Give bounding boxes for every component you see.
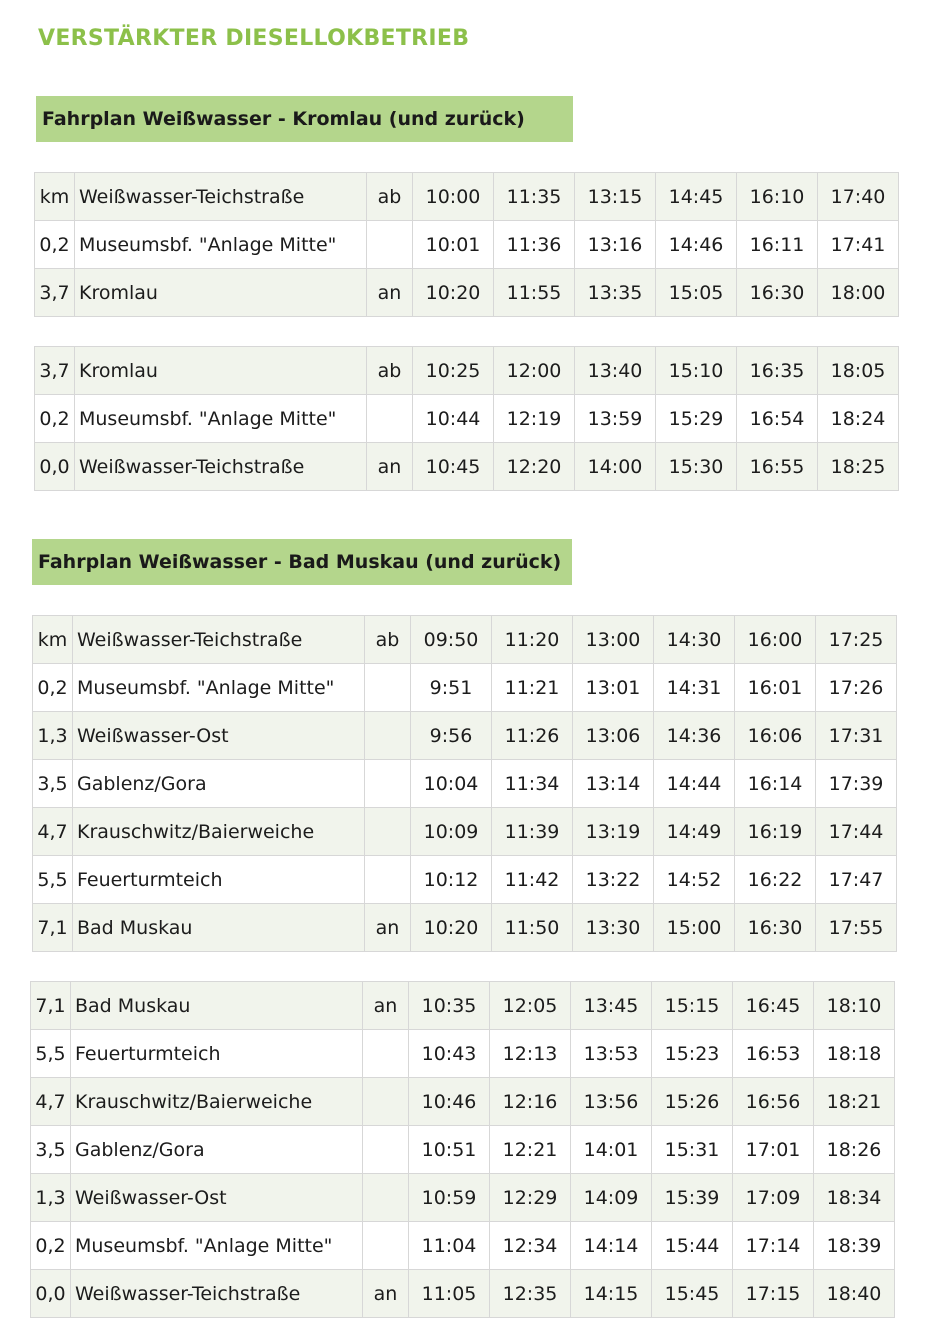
table-row	[33, 856, 897, 904]
table-row	[33, 760, 897, 808]
time-cell: 14:01	[571, 1126, 652, 1174]
km-cell: 0,2	[35, 221, 75, 269]
timetable-bad-muskau-return	[30, 981, 895, 1318]
time-cell: 13:22	[573, 856, 654, 904]
time-cell: 18:24	[818, 395, 899, 443]
time-cell: 18:25	[818, 443, 899, 491]
arrival-departure-cell: ab	[365, 616, 411, 664]
time-cell: 12:13	[490, 1030, 571, 1078]
km-cell: 3,7	[35, 269, 75, 317]
station-cell: Museumsbf. "Anlage Mitte"	[73, 664, 365, 712]
time-cell: 12:20	[494, 443, 575, 491]
km-cell: 0,2	[33, 664, 73, 712]
time-cell: 17:14	[733, 1222, 814, 1270]
time-cell: 17:39	[816, 760, 897, 808]
station-cell: Weißwasser-Ost	[73, 712, 365, 760]
time-cell: 16:56	[733, 1078, 814, 1126]
time-cell: 18:00	[818, 269, 899, 317]
time-cell: 16:01	[735, 664, 816, 712]
time-cell: 14:14	[571, 1222, 652, 1270]
table-row	[33, 904, 897, 952]
time-cell: 17:25	[816, 616, 897, 664]
station-cell: Weißwasser-Teichstraße	[71, 1270, 363, 1318]
time-cell: 14:44	[654, 760, 735, 808]
time-cell: 10:46	[409, 1078, 490, 1126]
km-cell: km	[33, 616, 73, 664]
table-row	[33, 664, 897, 712]
station-cell: Weißwasser-Teichstraße	[75, 443, 367, 491]
table-row	[31, 1174, 895, 1222]
table-row	[35, 347, 899, 395]
time-cell: 18:26	[814, 1126, 895, 1174]
time-cell: 16:35	[737, 347, 818, 395]
time-cell: 11:55	[494, 269, 575, 317]
time-cell: 9:56	[411, 712, 492, 760]
time-cell: 14:00	[575, 443, 656, 491]
table-row	[35, 443, 899, 491]
time-cell: 10:09	[411, 808, 492, 856]
table-row	[31, 1222, 895, 1270]
time-cell: 12:21	[490, 1126, 571, 1174]
time-cell: 16:30	[735, 904, 816, 952]
km-cell: 3,5	[33, 760, 73, 808]
time-cell: 17:41	[818, 221, 899, 269]
time-cell: 13:19	[573, 808, 654, 856]
table-row	[31, 1126, 895, 1174]
station-cell: Weißwasser-Teichstraße	[75, 173, 367, 221]
station-cell: Feuerturmteich	[71, 1030, 363, 1078]
time-cell: 11:04	[409, 1222, 490, 1270]
time-cell: 17:01	[733, 1126, 814, 1174]
time-cell: 11:39	[492, 808, 573, 856]
time-cell: 14:46	[656, 221, 737, 269]
time-cell: 16:53	[733, 1030, 814, 1078]
time-cell: 11:35	[494, 173, 575, 221]
station-cell: Bad Muskau	[71, 982, 363, 1030]
table-row	[33, 712, 897, 760]
arrival-departure-cell: ab	[367, 347, 413, 395]
time-cell: 16:11	[737, 221, 818, 269]
time-cell: 16:14	[735, 760, 816, 808]
km-cell: km	[35, 173, 75, 221]
time-cell: 16:54	[737, 395, 818, 443]
km-cell: 5,5	[31, 1030, 71, 1078]
time-cell: 15:30	[656, 443, 737, 491]
time-cell: 13:53	[571, 1030, 652, 1078]
station-cell: Feuerturmteich	[73, 856, 365, 904]
time-cell: 10:25	[413, 347, 494, 395]
arrival-departure-cell	[365, 856, 411, 904]
time-cell: 13:40	[575, 347, 656, 395]
time-cell: 15:45	[652, 1270, 733, 1318]
time-cell: 16:30	[737, 269, 818, 317]
time-cell: 18:10	[814, 982, 895, 1030]
page-title: VERSTÄRKTER DIESELLOKBETRIEB	[38, 26, 470, 51]
time-cell: 14:36	[654, 712, 735, 760]
time-cell: 13:00	[573, 616, 654, 664]
time-cell: 12:29	[490, 1174, 571, 1222]
arrival-departure-cell	[365, 664, 411, 712]
station-cell: Krauschwitz/Baierweiche	[73, 808, 365, 856]
arrival-departure-cell	[363, 1222, 409, 1270]
time-cell: 14:15	[571, 1270, 652, 1318]
station-cell: Krauschwitz/Baierweiche	[71, 1078, 363, 1126]
time-cell: 11:36	[494, 221, 575, 269]
time-cell: 11:50	[492, 904, 573, 952]
arrival-departure-cell: an	[363, 1270, 409, 1318]
km-cell: 3,5	[31, 1126, 71, 1174]
arrival-departure-cell	[363, 1030, 409, 1078]
table-row	[31, 1270, 895, 1318]
time-cell: 14:45	[656, 173, 737, 221]
arrival-departure-cell	[367, 221, 413, 269]
time-cell: 10:12	[411, 856, 492, 904]
time-cell: 11:42	[492, 856, 573, 904]
arrival-departure-cell	[365, 808, 411, 856]
time-cell: 10:43	[409, 1030, 490, 1078]
time-cell: 16:00	[735, 616, 816, 664]
table-row	[31, 982, 895, 1030]
km-cell: 7,1	[31, 982, 71, 1030]
time-cell: 13:15	[575, 173, 656, 221]
time-cell: 16:06	[735, 712, 816, 760]
time-cell: 11:26	[492, 712, 573, 760]
time-cell: 17:09	[733, 1174, 814, 1222]
time-cell: 18:40	[814, 1270, 895, 1318]
time-cell: 18:39	[814, 1222, 895, 1270]
time-cell: 13:56	[571, 1078, 652, 1126]
table-row	[31, 1030, 895, 1078]
arrival-departure-cell: an	[367, 443, 413, 491]
time-cell: 13:45	[571, 982, 652, 1030]
time-cell: 10:04	[411, 760, 492, 808]
km-cell: 0,2	[31, 1222, 71, 1270]
time-cell: 12:35	[490, 1270, 571, 1318]
station-cell: Gablenz/Gora	[71, 1126, 363, 1174]
arrival-departure-cell	[363, 1078, 409, 1126]
time-cell: 17:15	[733, 1270, 814, 1318]
table-row	[35, 173, 899, 221]
time-cell: 17:31	[816, 712, 897, 760]
time-cell: 14:52	[654, 856, 735, 904]
time-cell: 16:19	[735, 808, 816, 856]
time-cell: 10:59	[409, 1174, 490, 1222]
time-cell: 16:55	[737, 443, 818, 491]
time-cell: 13:06	[573, 712, 654, 760]
km-cell: 1,3	[33, 712, 73, 760]
time-cell: 11:05	[409, 1270, 490, 1318]
arrival-departure-cell	[363, 1174, 409, 1222]
km-cell: 7,1	[33, 904, 73, 952]
table-row	[31, 1078, 895, 1126]
arrival-departure-cell: an	[365, 904, 411, 952]
km-cell: 4,7	[31, 1078, 71, 1126]
arrival-departure-cell	[365, 760, 411, 808]
time-cell: 11:21	[492, 664, 573, 712]
time-cell: 10:01	[413, 221, 494, 269]
time-cell: 15:23	[652, 1030, 733, 1078]
time-cell: 18:34	[814, 1174, 895, 1222]
time-cell: 15:26	[652, 1078, 733, 1126]
arrival-departure-cell: ab	[367, 173, 413, 221]
time-cell: 18:21	[814, 1078, 895, 1126]
time-cell: 15:29	[656, 395, 737, 443]
arrival-departure-cell: an	[363, 982, 409, 1030]
station-cell: Museumsbf. "Anlage Mitte"	[75, 221, 367, 269]
km-cell: 0,0	[35, 443, 75, 491]
table-row	[35, 269, 899, 317]
time-cell: 15:00	[654, 904, 735, 952]
time-cell: 17:40	[818, 173, 899, 221]
timetable-kromlau-outbound	[34, 172, 899, 317]
time-cell: 13:14	[573, 760, 654, 808]
km-cell: 1,3	[31, 1174, 71, 1222]
time-cell: 10:20	[413, 269, 494, 317]
time-cell: 13:01	[573, 664, 654, 712]
time-cell: 12:19	[494, 395, 575, 443]
time-cell: 16:45	[733, 982, 814, 1030]
time-cell: 18:05	[818, 347, 899, 395]
time-cell: 16:10	[737, 173, 818, 221]
time-cell: 10:45	[413, 443, 494, 491]
table-row	[33, 616, 897, 664]
section-header-bad-muskau: Fahrplan Weißwasser - Bad Muskau (und zurück)	[32, 539, 572, 585]
time-cell: 10:20	[411, 904, 492, 952]
time-cell: 15:39	[652, 1174, 733, 1222]
arrival-departure-cell	[367, 395, 413, 443]
time-cell: 15:15	[652, 982, 733, 1030]
station-cell: Gablenz/Gora	[73, 760, 365, 808]
time-cell: 17:55	[816, 904, 897, 952]
station-cell: Museumsbf. "Anlage Mitte"	[71, 1222, 363, 1270]
time-cell: 17:47	[816, 856, 897, 904]
arrival-departure-cell: an	[367, 269, 413, 317]
time-cell: 14:09	[571, 1174, 652, 1222]
station-cell: Weißwasser-Ost	[71, 1174, 363, 1222]
time-cell: 10:51	[409, 1126, 490, 1174]
time-cell: 13:35	[575, 269, 656, 317]
time-cell: 9:51	[411, 664, 492, 712]
station-cell: Bad Muskau	[73, 904, 365, 952]
table-row	[35, 221, 899, 269]
time-cell: 17:26	[816, 664, 897, 712]
table-row	[35, 395, 899, 443]
arrival-departure-cell	[365, 712, 411, 760]
time-cell: 10:00	[413, 173, 494, 221]
time-cell: 11:34	[492, 760, 573, 808]
time-cell: 13:30	[573, 904, 654, 952]
timetable-kromlau-return	[34, 346, 899, 491]
time-cell: 14:30	[654, 616, 735, 664]
time-cell: 15:10	[656, 347, 737, 395]
station-cell: Museumsbf. "Anlage Mitte"	[75, 395, 367, 443]
km-cell: 4,7	[33, 808, 73, 856]
time-cell: 17:44	[816, 808, 897, 856]
time-cell: 18:18	[814, 1030, 895, 1078]
time-cell: 12:16	[490, 1078, 571, 1126]
time-cell: 09:50	[411, 616, 492, 664]
station-cell: Weißwasser-Teichstraße	[73, 616, 365, 664]
time-cell: 12:34	[490, 1222, 571, 1270]
km-cell: 5,5	[33, 856, 73, 904]
time-cell: 12:05	[490, 982, 571, 1030]
table-row	[33, 808, 897, 856]
time-cell: 15:05	[656, 269, 737, 317]
station-cell: Kromlau	[75, 269, 367, 317]
km-cell: 3,7	[35, 347, 75, 395]
time-cell: 15:31	[652, 1126, 733, 1174]
km-cell: 0,0	[31, 1270, 71, 1318]
time-cell: 11:20	[492, 616, 573, 664]
station-cell: Kromlau	[75, 347, 367, 395]
time-cell: 14:49	[654, 808, 735, 856]
time-cell: 13:59	[575, 395, 656, 443]
time-cell: 13:16	[575, 221, 656, 269]
section-header-kromlau: Fahrplan Weißwasser - Kromlau (und zurück)	[36, 96, 573, 142]
time-cell: 16:22	[735, 856, 816, 904]
time-cell: 14:31	[654, 664, 735, 712]
time-cell: 10:44	[413, 395, 494, 443]
timetable-bad-muskau-outbound	[32, 615, 897, 952]
time-cell: 10:35	[409, 982, 490, 1030]
time-cell: 12:00	[494, 347, 575, 395]
km-cell: 0,2	[35, 395, 75, 443]
arrival-departure-cell	[363, 1126, 409, 1174]
time-cell: 15:44	[652, 1222, 733, 1270]
